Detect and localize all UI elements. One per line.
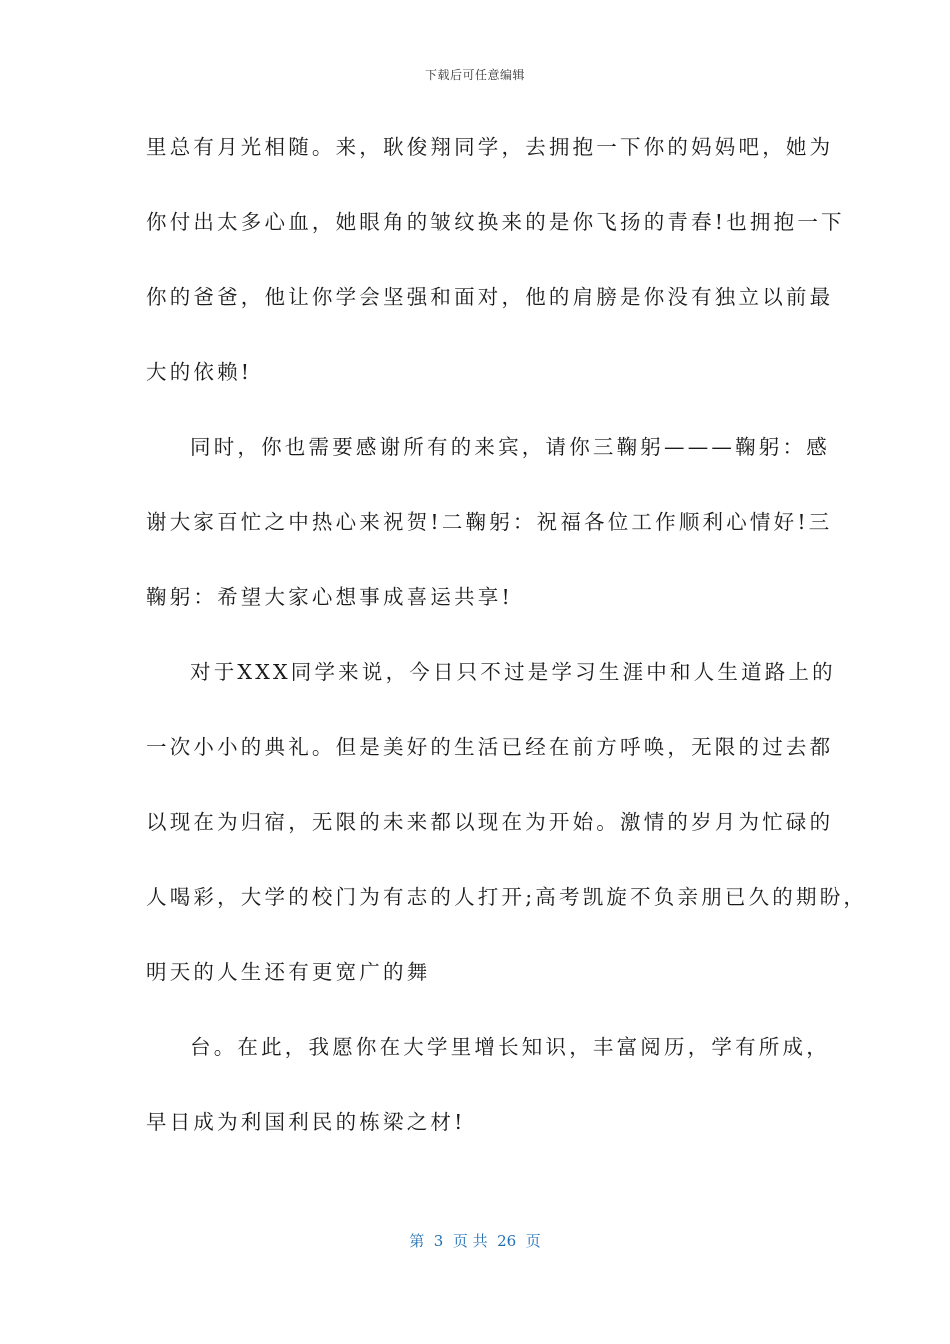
text-line: 你的爸爸，他让你学会坚强和面对，他的肩膀是你没有独立以前最 <box>146 285 834 309</box>
text-line: 大的依赖! <box>146 360 253 384</box>
header-note: 下载后可任意编辑 <box>424 68 525 82</box>
text-line: 谢大家百忙之中热心来祝贺!二鞠躬：祝福各位工作顺利心情好!三 <box>146 510 833 534</box>
text-line: 一次小小的典礼。但是美好的生活已经在前方呼唤，无限的过去都 <box>146 735 834 759</box>
text-line: 同时，你也需要感谢所有的来宾，请你三鞠躬———鞠躬：感 <box>190 435 830 459</box>
text-line: 以现在为归宿，无限的未来都以现在为开始。激情的岁月为忙碌的 <box>146 810 834 834</box>
page-number-footer: 第 3 页 共 26 页 <box>409 1232 541 1250</box>
text-line: 早日成为利国利民的栋梁之材! <box>146 1110 466 1134</box>
text-line: 里总有月光相随。来，耿俊翔同学，去拥抱一下你的妈妈吧，她为 <box>146 135 834 159</box>
text-line: 人喝彩，大学的校门为有志的人打开;高考凯旋不负亲朋已久的期盼， <box>146 885 868 909</box>
text-line: 台。在此，我愿你在大学里增长知识，丰富阅历，学有所成， <box>190 1035 830 1059</box>
text-line: 对于XXX同学来说，今日只不过是学习生涯中和人生道路上的 <box>190 660 836 684</box>
text-line: 你付出太多心血，她眼角的皱纹换来的是你飞扬的青春!也拥抱一下 <box>146 210 845 234</box>
document-body <box>146 132 868 1182</box>
text-line: 明天的人生还有更宽广的舞 <box>146 960 431 984</box>
text-line: 鞠躬：希望大家心想事成喜运共享! <box>146 585 513 609</box>
